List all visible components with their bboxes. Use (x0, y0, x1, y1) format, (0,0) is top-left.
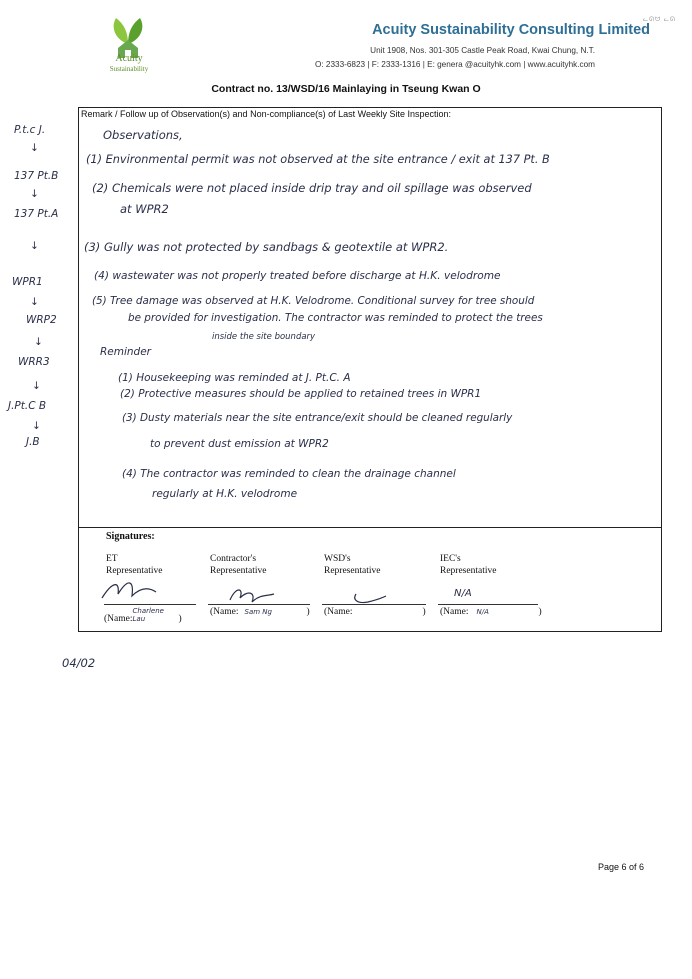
iec-name-value: N/A (476, 608, 489, 616)
signatures-heading: Signatures: (106, 531, 155, 542)
et-signature (98, 576, 158, 602)
iec-role: IEC's (440, 554, 461, 564)
margin-note: J.B (26, 436, 40, 448)
iec-na-mark: N/A (454, 588, 472, 599)
contractor-signature (226, 584, 276, 606)
observation-item: at WPR2 (120, 202, 169, 216)
contractor-representative-label (210, 553, 266, 577)
logo-top-text: Acuity (115, 53, 143, 64)
margin-note: P.t.c J. (14, 124, 46, 136)
handwritten-date: 04/02 (62, 656, 96, 670)
reminder-heading: Reminder (100, 346, 151, 358)
contractor-name-value: Sam Ng (244, 608, 272, 616)
margin-arrow: ↓ (34, 336, 43, 348)
iec-representative-label (440, 553, 496, 577)
contractor-rep: Representative (210, 566, 267, 576)
margin-arrow: ↓ (30, 142, 39, 154)
logo-bottom-text: Sustainability (109, 65, 149, 73)
iec-rep: Representative (440, 566, 497, 576)
margin-note: 137 Pt.B (14, 170, 59, 182)
page-number: Page 6 of 6 (598, 862, 645, 872)
contractor-role: Contractor's (210, 554, 257, 564)
margin-arrow: ↓ (30, 296, 39, 308)
contract-title: Contract no. 13/WSD/16 Mainlaying in Tseung Kwan O (211, 83, 481, 95)
observation-item: (3) Gully was not protected by sandbags & geotextile at WPR2. (84, 240, 449, 254)
reminder-item: (4) The contractor was reminded to clean the drainage channel (122, 468, 456, 480)
margin-note: J.Pt.C B (8, 400, 47, 412)
et-name-field (104, 607, 182, 624)
observation-item: inside the site boundary (212, 332, 316, 342)
observation-item: (2) Chemicals were not placed inside drip tray and oil spillage was observed (92, 181, 532, 195)
name-close: ) (538, 607, 542, 617)
et-role: ET (106, 554, 118, 564)
company-name: Acuity Sustainability Consulting Limited (372, 22, 650, 38)
wsd-rep: Representative (324, 566, 381, 576)
observation-item: (1) Environmental permit was not observed at the site entrance / exit at 137 Pt. B (86, 153, 550, 166)
wsd-signature-line (322, 604, 426, 605)
reminder-item: (1) Housekeeping was reminded at J. Pt.C. A (118, 372, 351, 384)
margin-arrow: ↓ (30, 188, 39, 200)
name-label: (Name: (104, 614, 133, 624)
reminder-item: regularly at H.K. velodrome (152, 488, 298, 500)
et-signature-line (104, 604, 196, 605)
name-label: (Name: (324, 607, 353, 617)
margin-note: WRP2 (26, 314, 57, 326)
margin-note: WRR3 (18, 356, 50, 368)
name-close: ) (306, 607, 310, 617)
reminder-item: to prevent dust emission at WPR2 (150, 438, 329, 450)
wsd-representative-label (324, 553, 380, 577)
et-representative-label (106, 553, 162, 577)
company-address: Unit 1908, Nos. 301-305 Castle Peak Road, Kwai Chung, N.T. (370, 46, 595, 55)
company-contacts: O: 2333-6823 | F: 2333-1316 | E: genera @acuityhk.com | www.acuityhk.com (314, 60, 595, 69)
margin-note: 137 Pt.A (14, 208, 59, 220)
et-name-value: Charlene Lau (132, 607, 164, 623)
et-rep: Representative (106, 566, 163, 576)
reminder-item: (3) Dusty materials near the site entrance/exit should be cleaned regularly (122, 412, 513, 424)
logo-wordmark (96, 54, 162, 74)
contractor-name-field (210, 607, 310, 617)
remark-heading: Remark / Follow up of Observation(s) and Non-compliance(s) of Last Weekly Site Inspection: (81, 109, 451, 119)
name-close: ) (178, 614, 182, 624)
observation-item: (4) wastewater was not properly treated before discharge at H.K. velodrome (94, 270, 501, 282)
reminder-item: (2) Protective measures should be applied to retained trees in WPR1 (120, 388, 482, 400)
wsd-name-field (324, 607, 426, 617)
contractor-signature-line (208, 604, 310, 605)
margin-arrow: ↓ (32, 420, 41, 432)
observation-item: be provided for investigation. The contractor was reminded to protect the trees (128, 312, 543, 324)
corner-scribble: ᓚᘏᗢ ᓚᘏ (643, 17, 676, 23)
name-label: (Name: (440, 607, 469, 617)
name-label: (Name: (210, 607, 239, 617)
margin-arrow: ↓ (32, 380, 41, 392)
observation-item: (5) Tree damage was observed at H.K. Velodrome. Conditional survey for tree should (92, 295, 535, 307)
iec-name-field (440, 607, 542, 617)
name-close: ) (422, 607, 426, 617)
iec-signature-line (438, 604, 538, 605)
signature-divider (79, 527, 661, 528)
margin-note: WPR1 (12, 276, 43, 288)
observations-heading: Observations, (103, 128, 183, 142)
wsd-role: WSD's (324, 554, 351, 564)
margin-arrow: ↓ (30, 240, 39, 252)
